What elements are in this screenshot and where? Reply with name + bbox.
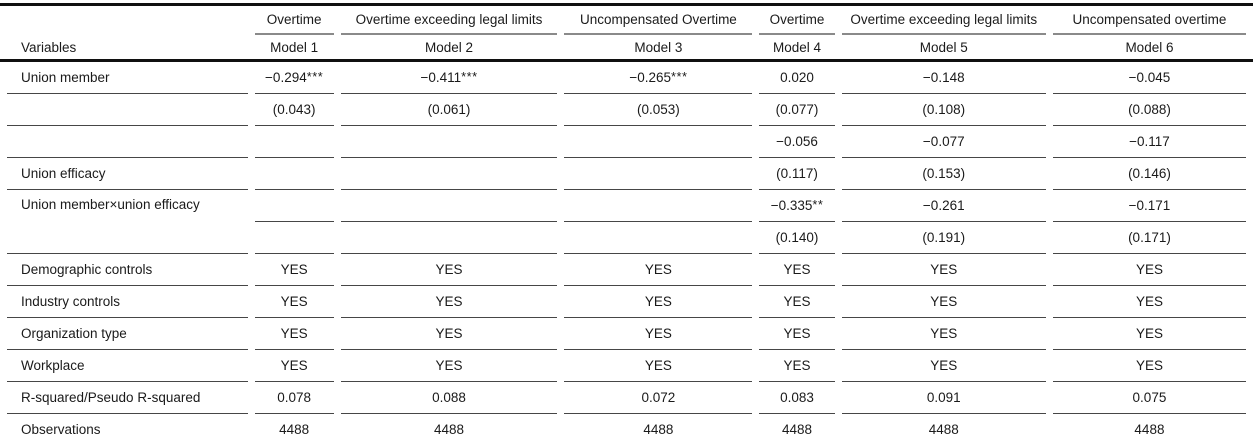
stat-cell: 0.075 bbox=[1053, 382, 1246, 414]
yes-cell: YES bbox=[842, 254, 1046, 286]
row-union-efficacy-se bbox=[7, 158, 1246, 190]
yes-cell: YES bbox=[1053, 318, 1246, 350]
stat-cell: 0.083 bbox=[759, 382, 834, 414]
significance-stars: *** bbox=[671, 68, 688, 84]
yes-cell: YES bbox=[564, 318, 752, 350]
yes-cell: YES bbox=[842, 286, 1046, 318]
se-cell: (0.171) bbox=[1053, 222, 1246, 254]
dv-group-label-exceeding-2: Overtime exceeding legal limits bbox=[842, 6, 1046, 35]
coef-cell: −0.171 bbox=[1053, 190, 1246, 222]
row-industry-controls bbox=[7, 286, 1246, 318]
row-union-member-coef bbox=[7, 62, 1246, 94]
empty-cell bbox=[564, 222, 752, 254]
stat-cell: 4488 bbox=[279, 422, 310, 437]
yes-cell: YES bbox=[759, 254, 834, 286]
row-label: Workplace bbox=[7, 350, 248, 382]
yes-cell: YES bbox=[255, 350, 334, 382]
row-label: Demographic controls bbox=[7, 254, 248, 286]
se-cell: (0.108) bbox=[842, 94, 1046, 126]
yes-cell: YES bbox=[759, 286, 834, 318]
coef-cell: −0.056 bbox=[759, 126, 834, 158]
empty-cell bbox=[341, 126, 558, 158]
stat-cell: 4488 bbox=[1134, 422, 1165, 437]
yes-cell: YES bbox=[1053, 254, 1246, 286]
coef-cell: −0.294*** bbox=[255, 62, 334, 94]
coef-cell: −0.335** bbox=[759, 190, 834, 222]
se-cell: (0.191) bbox=[842, 222, 1046, 254]
coef-cell: −0.117 bbox=[1053, 126, 1246, 158]
yes-cell: YES bbox=[564, 286, 752, 318]
yes-cell: YES bbox=[759, 350, 834, 382]
se-cell: (0.088) bbox=[1053, 94, 1246, 126]
yes-cell: YES bbox=[1053, 350, 1246, 382]
yes-cell: YES bbox=[564, 350, 752, 382]
yes-cell: YES bbox=[564, 254, 752, 286]
stat-cell: 0.091 bbox=[842, 382, 1046, 414]
coef-cell: −0.411*** bbox=[341, 62, 558, 94]
se-cell: (0.117) bbox=[759, 158, 834, 190]
model-6-header: Model 6 bbox=[1125, 39, 1174, 55]
row-organization-type bbox=[7, 318, 1246, 350]
row-label-empty bbox=[7, 94, 248, 126]
empty-cell bbox=[341, 222, 558, 254]
yes-cell: YES bbox=[341, 318, 558, 350]
se-cell: (0.077) bbox=[759, 94, 834, 126]
row-r-squared bbox=[7, 382, 1246, 414]
model-2-header: Model 2 bbox=[424, 39, 474, 55]
row-union-efficacy-coef bbox=[7, 126, 1246, 158]
yes-cell: YES bbox=[255, 254, 334, 286]
coef-cell: −0.077 bbox=[842, 126, 1046, 158]
se-cell: (0.043) bbox=[255, 94, 334, 126]
row-demographic-controls bbox=[7, 254, 1246, 286]
se-cell: (0.140) bbox=[759, 222, 834, 254]
empty-cell bbox=[564, 158, 752, 190]
yes-cell: YES bbox=[759, 318, 834, 350]
row-label: Organization type bbox=[7, 318, 248, 350]
empty-cell bbox=[564, 126, 752, 158]
coef-cell: −0.045 bbox=[1053, 62, 1246, 94]
significance-stars: *** bbox=[306, 68, 324, 84]
yes-cell: YES bbox=[1053, 286, 1246, 318]
se-cell: (0.053) bbox=[564, 94, 752, 126]
row-label: Observations bbox=[21, 422, 101, 437]
coef-cell: −0.148 bbox=[842, 62, 1046, 94]
empty-cell bbox=[341, 158, 558, 190]
row-label: R-squared/Pseudo R-squared bbox=[7, 382, 248, 414]
empty-cell bbox=[255, 190, 334, 222]
stat-cell: 4488 bbox=[781, 422, 813, 437]
row-label: Union member×union efficacy bbox=[7, 190, 248, 254]
empty-cell bbox=[255, 126, 334, 158]
row-label-empty bbox=[7, 126, 248, 158]
empty-cell bbox=[255, 222, 334, 254]
significance-stars: *** bbox=[461, 68, 478, 84]
yes-cell: YES bbox=[341, 350, 558, 382]
row-union-member-se bbox=[7, 94, 1246, 126]
dv-group-label-uncompensated-1: Uncompensated Overtime bbox=[564, 6, 752, 35]
header-corner-empty bbox=[7, 6, 248, 35]
se-cell: (0.061) bbox=[341, 94, 558, 126]
variables-column-header: Variables bbox=[21, 39, 77, 55]
row-interaction-coef bbox=[7, 190, 1246, 222]
dv-group-label-exceeding-1: Overtime exceeding legal limits bbox=[341, 6, 558, 35]
stat-cell: 0.072 bbox=[564, 382, 752, 414]
empty-cell bbox=[564, 190, 752, 222]
model-4-header: Model 4 bbox=[773, 39, 822, 55]
stat-cell: 0.078 bbox=[255, 382, 334, 414]
row-observations bbox=[7, 414, 1246, 444]
row-workplace bbox=[7, 350, 1246, 382]
row-label: Union efficacy bbox=[7, 158, 248, 190]
stat-cell: 4488 bbox=[643, 422, 674, 437]
yes-cell: YES bbox=[255, 286, 334, 318]
row-label: Union member bbox=[7, 62, 248, 94]
yes-cell: YES bbox=[842, 350, 1046, 382]
table-body bbox=[0, 62, 1253, 444]
dv-group-label-overtime-2: Overtime bbox=[759, 6, 834, 35]
empty-cell bbox=[341, 190, 558, 222]
model-5-header: Model 5 bbox=[919, 39, 968, 55]
dv-group-label-overtime-1: Overtime bbox=[255, 6, 334, 35]
coef-cell: −0.265*** bbox=[564, 62, 752, 94]
model-3-header: Model 3 bbox=[634, 39, 683, 55]
table-header bbox=[0, 6, 1253, 59]
dv-group-label-uncompensated-2: Uncompensated overtime bbox=[1053, 6, 1246, 35]
coef-cell: −0.261 bbox=[842, 190, 1046, 222]
significance-stars: ** bbox=[812, 196, 824, 212]
coef-cell: 0.020 bbox=[759, 62, 834, 94]
se-cell: (0.146) bbox=[1053, 158, 1246, 190]
yes-cell: YES bbox=[842, 318, 1046, 350]
row-label: Industry controls bbox=[7, 286, 248, 318]
yes-cell: YES bbox=[255, 318, 334, 350]
stat-cell: 0.088 bbox=[341, 382, 558, 414]
yes-cell: YES bbox=[341, 286, 558, 318]
stat-cell: 4488 bbox=[433, 422, 465, 437]
se-cell: (0.153) bbox=[842, 158, 1046, 190]
stat-cell: 4488 bbox=[928, 422, 959, 437]
model-1-header: Model 1 bbox=[270, 39, 319, 55]
yes-cell: YES bbox=[341, 254, 558, 286]
empty-cell bbox=[255, 158, 334, 190]
